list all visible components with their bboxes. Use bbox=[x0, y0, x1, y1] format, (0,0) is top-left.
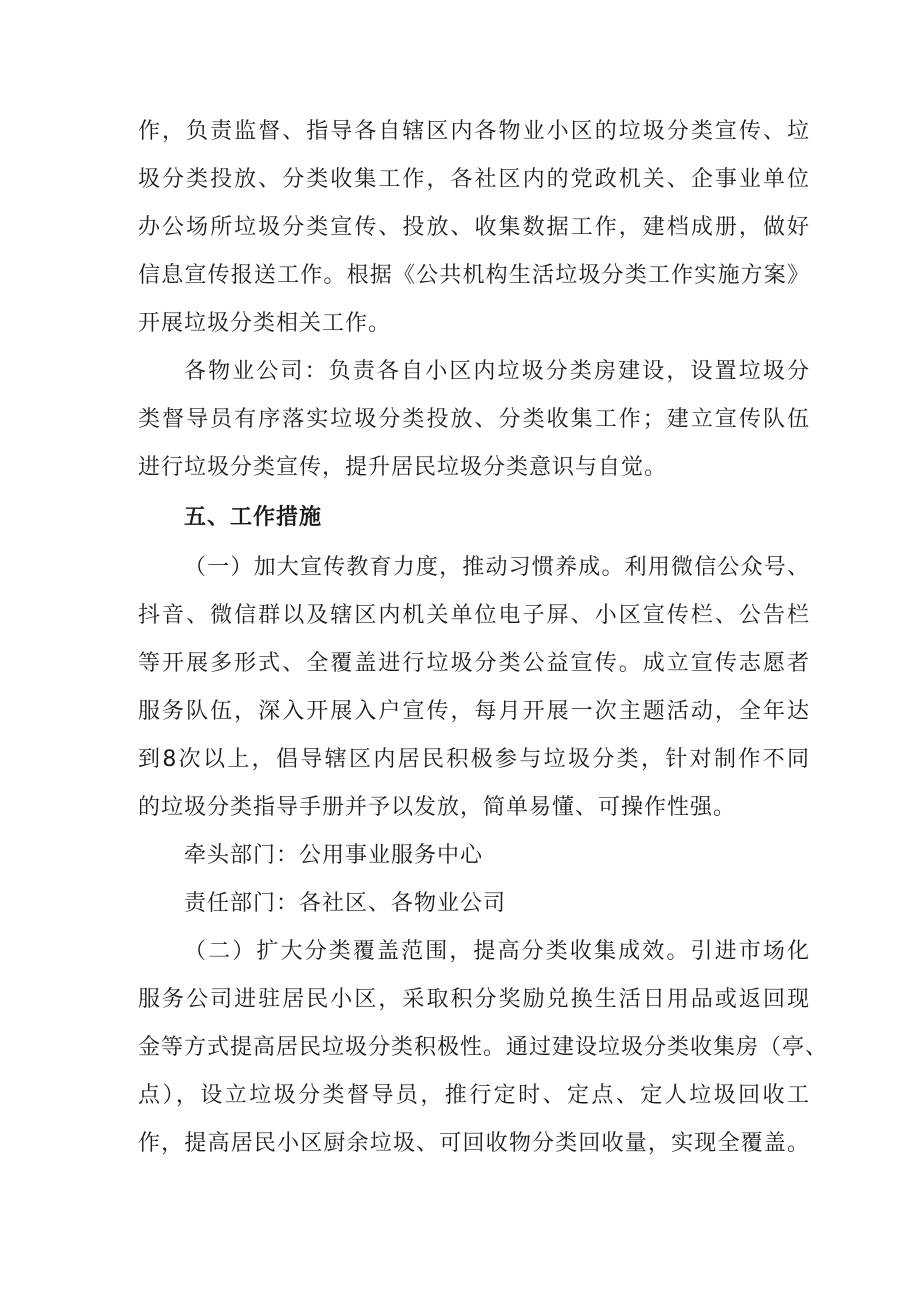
paragraph-line: 服务队伍，深入开展入户宣传，每月开展一次主题活动，全年达 bbox=[138, 699, 810, 724]
paragraph-line: 金等方式提高居民垃圾分类积极性。通过建设垃圾分类收集房（亭、 bbox=[138, 1035, 829, 1060]
paragraph-line: 服务公司进驻居民小区，采取积分奖励兑换生活日用品或返回现 bbox=[138, 987, 810, 1012]
section-heading: 五、工作措施 bbox=[184, 505, 323, 530]
paragraph-line: 作，提高居民小区厨余垃圾、可回收物分类回收量，实现全覆盖。 bbox=[138, 1131, 810, 1156]
responsible-department-line: 责任部门：各社区、各物业公司 bbox=[184, 891, 507, 916]
paragraph-line: 类督导员有序落实垃圾分类投放、分类收集工作；建立宣传队伍 bbox=[138, 407, 810, 432]
lead-department-line: 牵头部门：公用事业服务中心 bbox=[184, 843, 484, 868]
paragraph-line: 开展垃圾分类相关工作。 bbox=[138, 311, 392, 336]
paragraph-line: 等开展多形式、全覆盖进行垃圾分类公益宣传。成立宣传志愿者 bbox=[138, 651, 810, 676]
paragraph-line: 办公场所垃圾分类宣传、投放、收集数据工作，建档成册，做好 bbox=[138, 215, 810, 240]
paragraph-line: 作，负责监督、指导各自辖区内各物业小区的垃圾分类宣传、垃 bbox=[138, 119, 810, 144]
document-body bbox=[138, 108, 829, 1168]
paragraph-line: 抖音、微信群以及辖区内机关单位电子屏、小区宣传栏、公告栏 bbox=[138, 603, 810, 628]
paragraph-line: （一）加大宣传教育力度，推动习惯养成。利用微信公众号、 bbox=[184, 555, 810, 580]
paragraph-line: 进行垃圾分类宣传，提升居民垃圾分类意识与自觉。 bbox=[138, 455, 668, 480]
paragraph-line: 到8次以上，倡导辖区内居民积极参与垃圾分类，针对制作不同 bbox=[138, 747, 810, 772]
paragraph-line: （二）扩大分类覆盖范围，提高分类收集成效。引进市场化 bbox=[184, 939, 810, 964]
paragraph-line: 的垃圾分类指导手册并予以发放，简单易懂、可操作性强。 bbox=[138, 795, 737, 820]
paragraph-line: 圾分类投放、分类收集工作，各社区内的党政机关、企事业单位 bbox=[138, 167, 810, 192]
paragraph-line: 各物业公司：负责各自小区内垃圾分类房建设，设置垃圾分 bbox=[184, 359, 810, 384]
paragraph-line: 信息宣传报送工作。根据《公共机构生活垃圾分类工作实施方案》 bbox=[138, 263, 810, 288]
paragraph-line: 点），设立垃圾分类督导员，推行定时、定点、定人垃圾回收工 bbox=[138, 1083, 810, 1108]
